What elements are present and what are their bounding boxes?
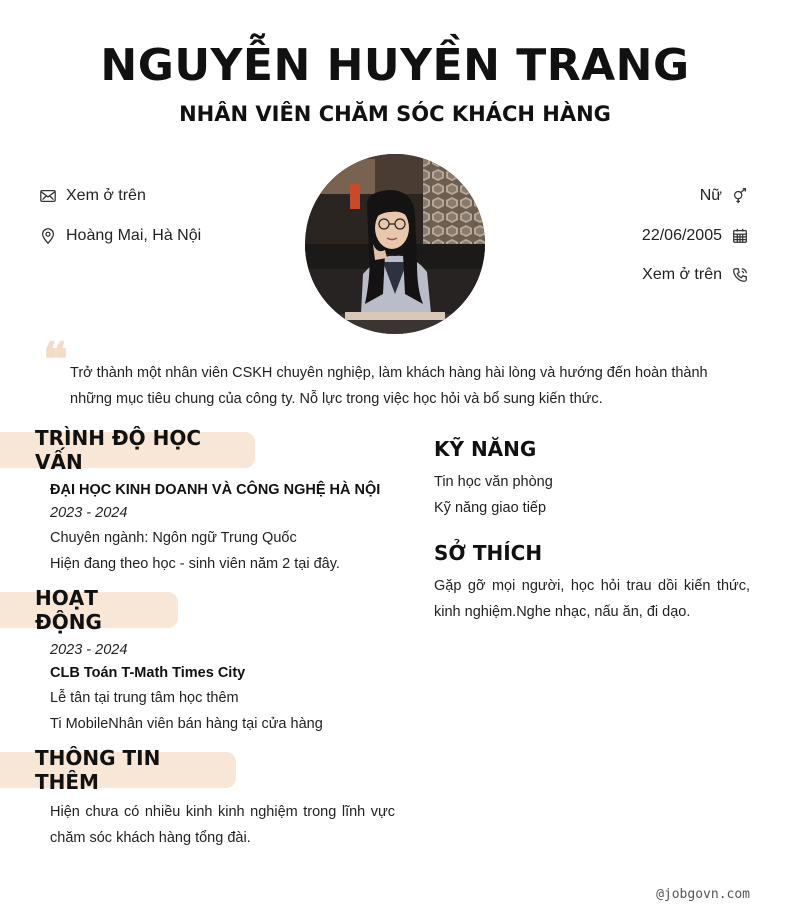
contact-phone <box>642 265 750 285</box>
hobbies-text: Gặp gỡ mọi người, học hỏi trau dồi kiến thức, kinh nghiệm.Nghe nhạc, nấu ăn, đi dạo. <box>434 578 750 620</box>
activities-line-2: Ti MobileNhân viên bán hàng tại cửa hàng <box>50 716 323 732</box>
education-note: Hiện đang theo học - sinh viên năm 2 tại đây. <box>50 556 340 572</box>
skill-item: Kỹ năng giao tiếp <box>434 500 547 516</box>
contact-birthday-text: 22/06/2005 <box>641 227 722 244</box>
quote-icon: ❝ <box>43 332 68 386</box>
activities-org: CLB Toán T-Math Times City <box>50 665 246 681</box>
activities-period: 2023 - 2024 <box>50 642 128 658</box>
phone-icon <box>730 265 750 285</box>
cv-name: NGUYỄN HUYỀN TRANG <box>100 40 690 91</box>
activities-heading: HOẠT ĐỘNG <box>0 592 178 628</box>
contact-gender <box>700 186 750 206</box>
mail-icon <box>38 186 58 206</box>
hobbies-heading: SỞ THÍCH <box>434 541 543 565</box>
contact-address-text: Hoàng Mai, Hà Nội <box>66 227 202 244</box>
contact-email <box>38 186 146 206</box>
education-school: ĐẠI HỌC KINH DOANH VÀ CÔNG NGHỆ HÀ NỘI <box>50 482 381 498</box>
contact-phone-text: Xem ở trên <box>642 266 722 283</box>
contact-gender-text: Nữ <box>699 187 722 204</box>
education-period: 2023 - 2024 <box>50 505 128 521</box>
skill-item: Tin học văn phòng <box>434 474 553 490</box>
footer-watermark: @jobgovn.com <box>656 887 750 902</box>
avatar <box>305 154 485 334</box>
cv-position: NHÂN VIÊN CHĂM SÓC KHÁCH HÀNG <box>179 102 611 126</box>
education-major: Chuyên ngành: Ngôn ngữ Trung Quốc <box>50 530 297 546</box>
skills-heading: KỸ NĂNG <box>434 437 537 461</box>
activities-line-1: Lễ tân tại trung tâm học thêm <box>50 690 239 706</box>
contact-birthday <box>642 226 750 246</box>
additional-heading: THÔNG TIN THÊM <box>0 752 236 788</box>
additional-text: Hiện chưa có nhiều kinh kinh nghiệm trong lĩnh vực chăm sóc khách hàng tổng đài. <box>50 804 395 846</box>
contact-email-text: Xem ở trên <box>66 187 146 204</box>
career-objective: Trở thành một nhân viên CSKH chuyên nghiệp, làm khách hàng hài lòng và hướng đến hoàn thành những mục tiêu chung của công ty. Nỗ lực trong việc học hỏi và bổ sung kiến thức. <box>70 365 708 407</box>
location-icon <box>38 226 58 246</box>
contact-address <box>38 226 201 246</box>
calendar-icon <box>730 226 750 246</box>
education-heading: TRÌNH ĐỘ HỌC VẤN <box>0 432 255 468</box>
gender-icon <box>730 186 750 206</box>
